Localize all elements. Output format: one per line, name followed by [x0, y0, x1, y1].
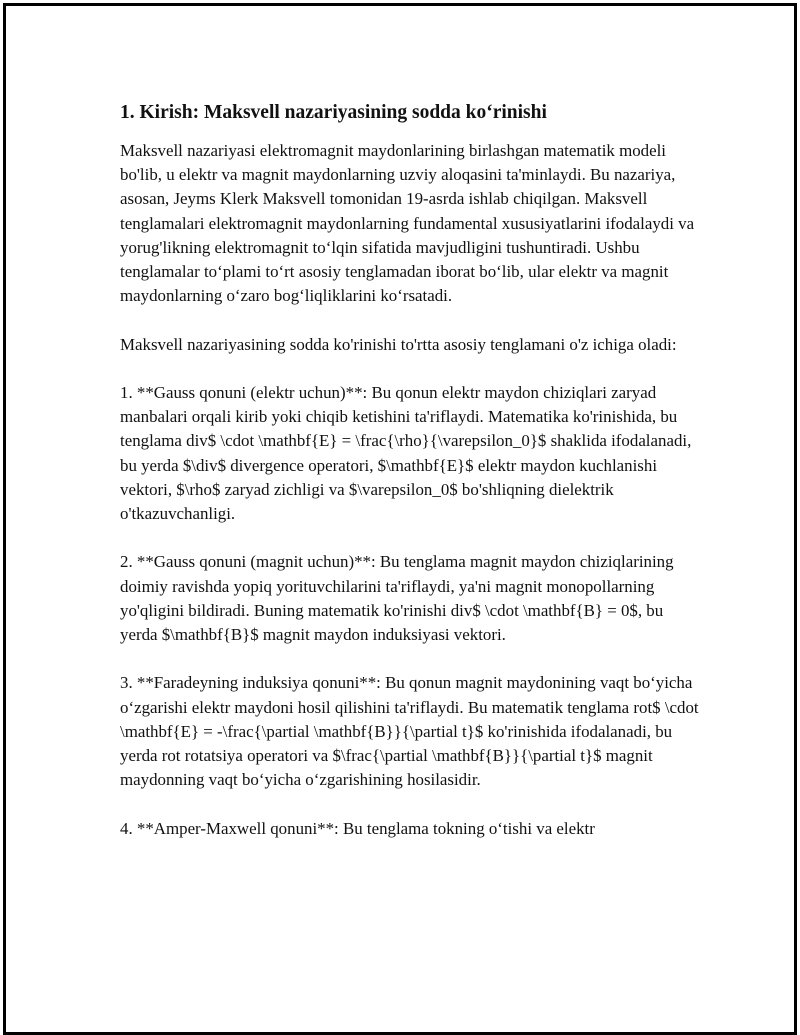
gauss-magnetic-paragraph: 2. **Gauss qonuni (magnit uchun)**: Bu tenglama magnit maydon chiziqlarining doimiy ravishda yopiq yorituvchilarini ta'riflaydi, ya'ni magnit monopollarning yo'qligini bildiradi. Buning matematik ko'rinishi div$ \cdot \mathbf{B} = 0$, bu yerda $\mathbf{B}$ magnit maydon induksiyasi vektori. [120, 552, 674, 645]
equations-intro-paragraph: Maksvell nazariyasining sodda ko'rinishi to'rtta asosiy tenglamani o'z ichiga oladi: [120, 334, 677, 354]
page-frame [3, 3, 797, 1035]
gauss-electric-paragraph: 1. **Gauss qonuni (elektr uchun)**: Bu qonun elektr maydon chiziqlari zaryad manbalari orqali kirib yoki chiqib ketishini ta'riflaydi. Matematika ko'rinishida, bu tenglama div$ \cdot \mathbf{E} = \frac{\rho}{\varepsilon_0}$ shaklida ifodalanadi, bu yerda $\div$ divergence operatori, $\mathbf{E}$ elektr maydon kuchlanishi vektori, $\rho$ zaryad zichligi va $\varepsilon_0$ bo'shliqning dielektrik o'tkazuvchanligi. [120, 383, 692, 524]
ampere-maxwell-paragraph: 4. **Amper-Maxwell qonuni**: Bu tenglama tokning o‘tishi va elektr [120, 818, 595, 838]
intro-paragraph: Maksvell nazariyasi elektromagnit maydonlarining birlashgan matematik modeli bo'lib, u elektr va magnit maydonlarning uzviy aloqasini ta'minlaydi. Bu nazariya, asosan, Jeyms Klerk Maksvell tomonidan 19-asrda ishlab chiqilgan. Maksvell tenglamalari elektromagnit maydonlarning fundamental xususiyatlarini ifodalaydi va yorug'likning elektromagnit to‘lqin sifatida mavjudligini tushuntiradi. Ushbu tenglamalar to‘plami to‘rt asosiy tenglamadan iborat bo‘lib, ular elektr va magnit maydonlarning o‘zaro bog‘liqliklarini ko‘rsatadi. [120, 141, 695, 306]
section-heading: 1. Kirish: Maksvell nazariyasining sodda ko‘rinishi [120, 102, 547, 123]
document-body [120, 100, 700, 841]
faraday-paragraph: 3. **Faradeyning induksiya qonuni**: Bu qonun magnit maydonining vaqt bo‘yicha o‘zgarishi elektr maydoni hosil qilishini ta'riflaydi. Bu matematik tenglama rot$ \cdot \mathbf{E} = -\frac{\partial \mathbf{B}}{\partial t}$ ko'rinishida ifodalanadi, bu yerda rot rotatsiya operatori va $\frac{\partial \mathbf{B}}{\partial t}$ magnit maydonning vaqt bo‘yicha o‘zgarishining hosilasidir. [120, 673, 699, 790]
